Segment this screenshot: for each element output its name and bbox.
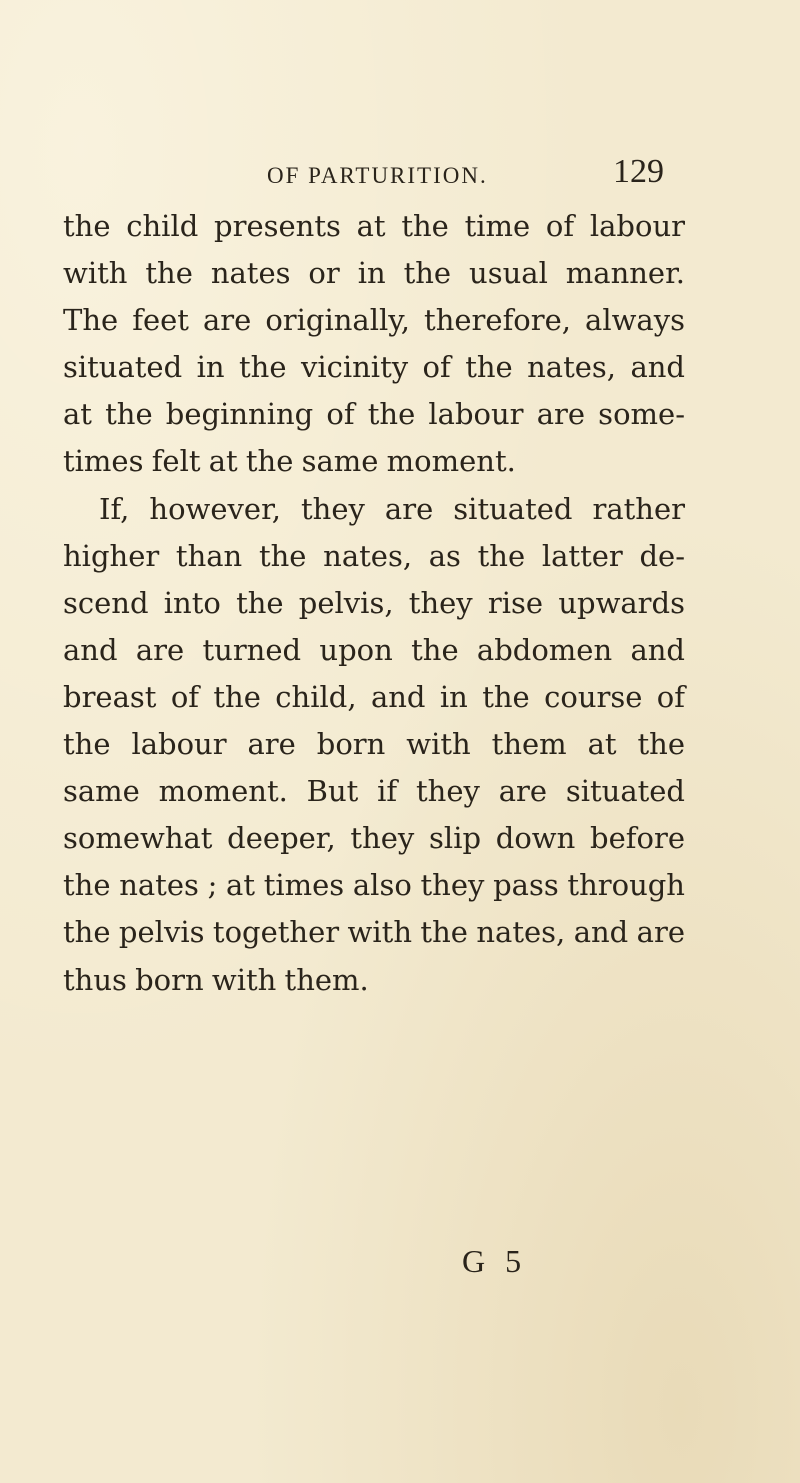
body-text — [63, 203, 685, 1004]
text-line: scend into the pelvis, they rise upwards — [63, 585, 685, 620]
text-line: the labour are born with them at the — [63, 727, 685, 762]
running-head — [0, 143, 800, 190]
text-line: same moment. But if they are situated — [63, 774, 685, 809]
text-line: If, however, they are situated rather — [99, 491, 685, 526]
text-line: the nates ; at times also they pass through — [63, 868, 685, 903]
signature-mark: G 5 — [462, 1243, 528, 1279]
text-line: the child presents at the time of labour — [63, 209, 685, 243]
paragraph — [63, 203, 685, 486]
paragraph — [63, 486, 685, 1004]
text-line: thus born with them. — [63, 962, 369, 997]
page-number: 129 — [613, 153, 664, 190]
text-line: and are turned upon the abdomen and — [63, 632, 685, 667]
text-line: The feet are originally, therefore, always — [63, 303, 685, 338]
text-line: situated in the vicinity of the nates, and — [63, 350, 685, 385]
text-line: the pelvis together with the nates, and are — [63, 915, 685, 950]
text-line: at the beginning of the labour are some- — [63, 397, 685, 432]
running-title: OF PARTURITION. — [267, 163, 488, 188]
text-line: breast of the child, and in the course of — [63, 679, 685, 714]
text-line: times felt at the same moment. — [63, 444, 516, 479]
text-line: with the nates or in the usual manner. — [63, 256, 685, 291]
text-line: higher than the nates, as the latter de- — [63, 538, 685, 573]
text-line: somewhat deeper, they slip down before — [63, 821, 685, 856]
